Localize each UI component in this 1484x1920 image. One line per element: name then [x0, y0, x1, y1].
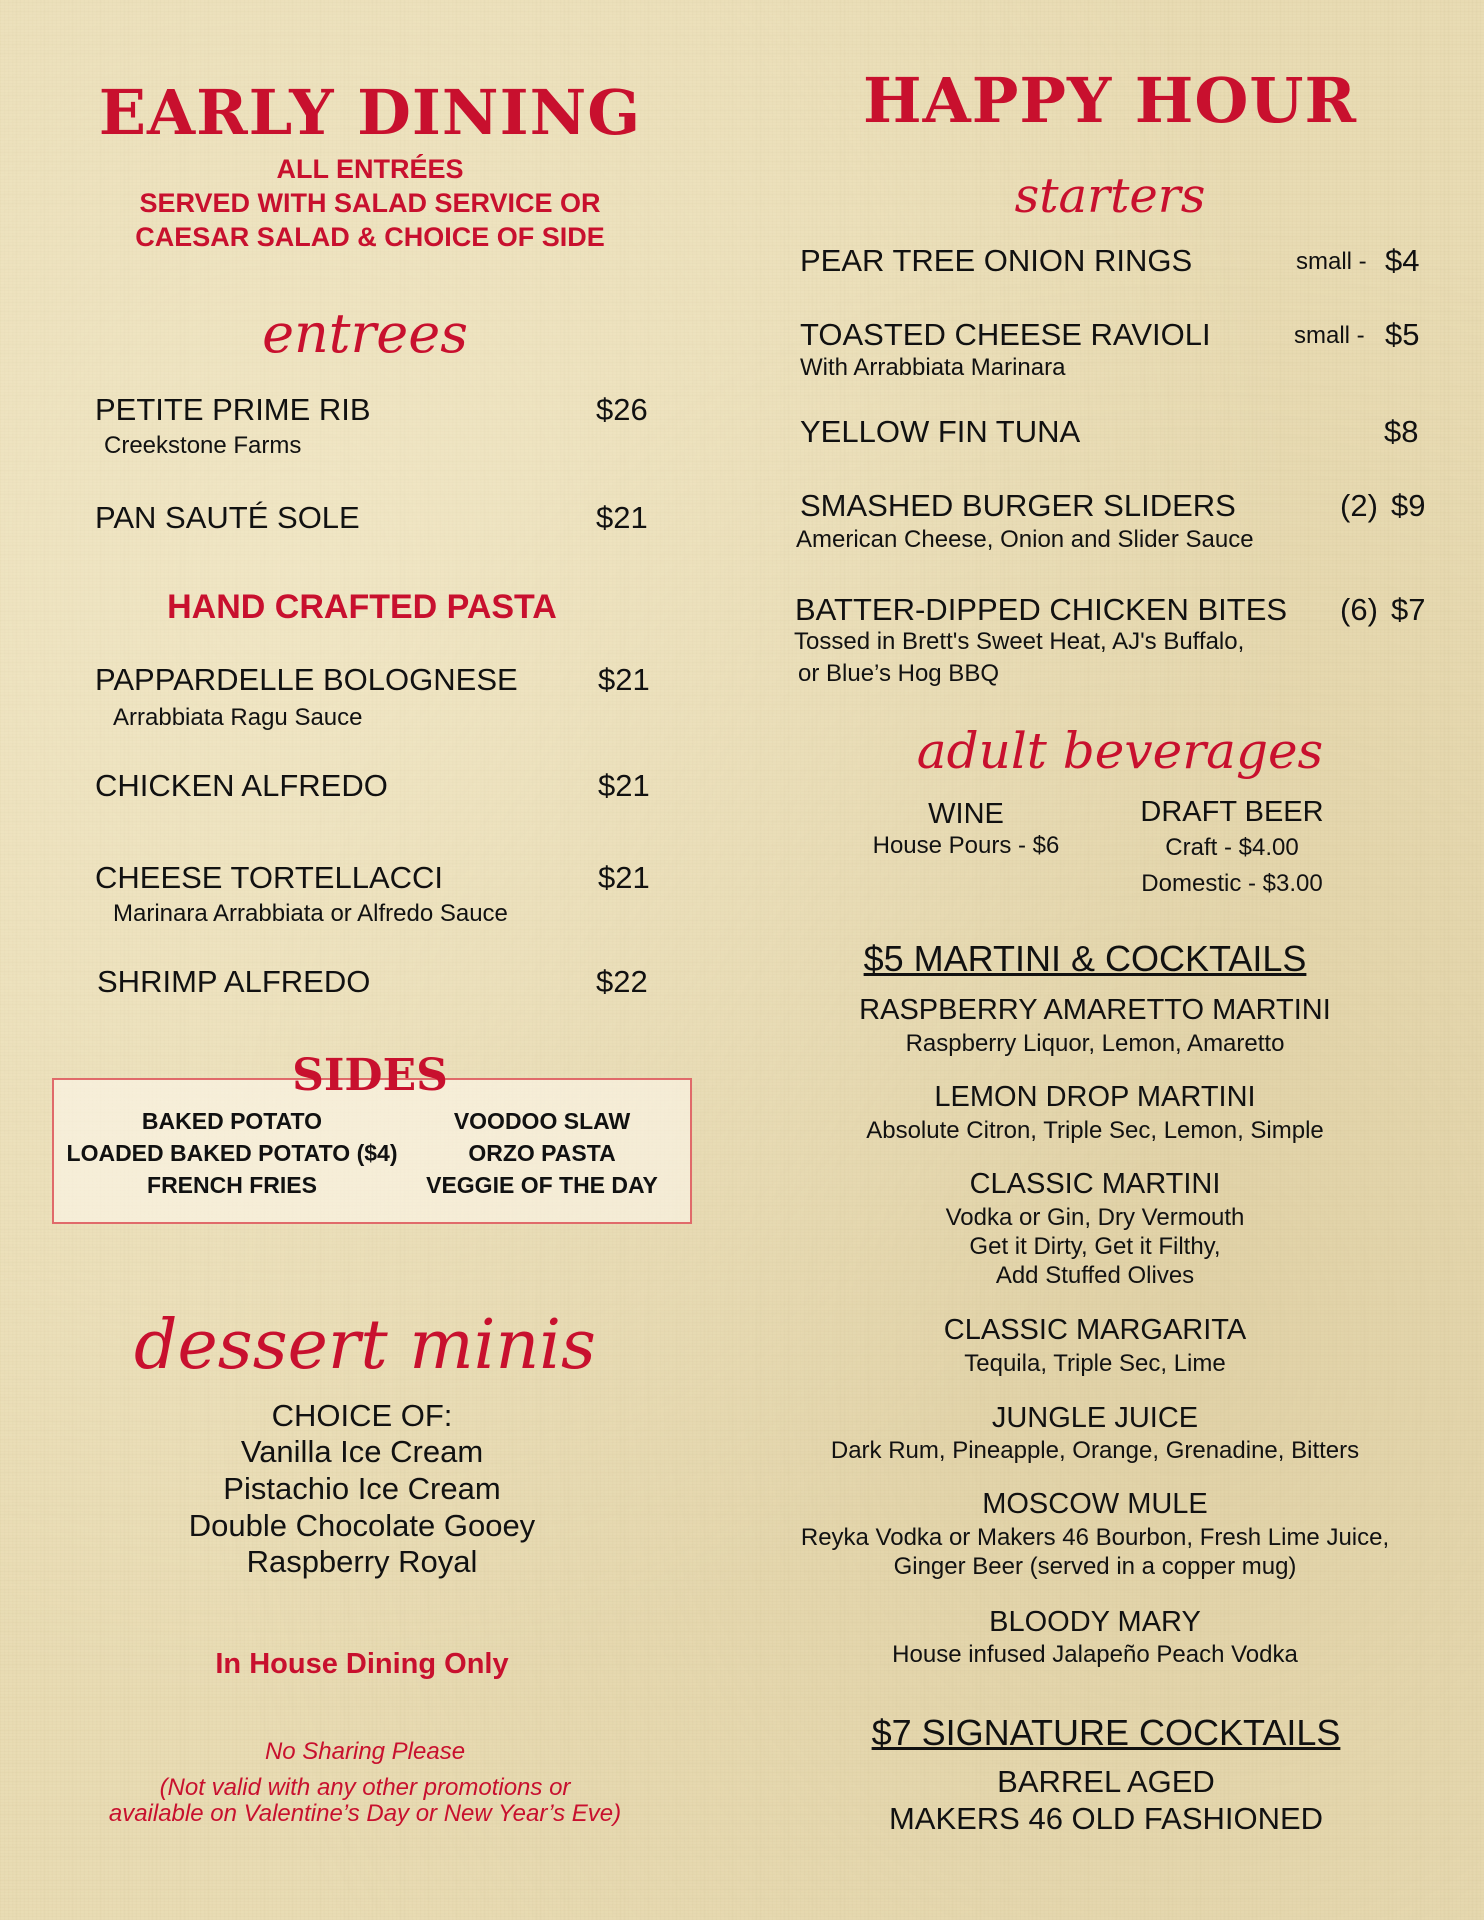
- cocktail-desc: Raspberry Liquor, Lemon, Amaretto: [905, 1030, 1285, 1057]
- early-dining-subtitle-3: CAESAR SALAD & CHOICE OF SIDE: [135, 222, 605, 252]
- dessert-item: Vanilla Ice Cream: [240, 1434, 484, 1469]
- in-house-note: In House Dining Only: [215, 1648, 509, 1680]
- happy-hour-title: HAPPY HOUR: [863, 64, 1357, 137]
- starter-name: TOASTED CHEESE RAVIOLI: [800, 317, 1211, 352]
- wine-label: WINE: [928, 798, 1004, 830]
- cocktail-desc: Vodka or Gin, Dry Vermouth: [945, 1204, 1245, 1231]
- cocktail-desc: Reyka Vodka or Makers 46 Bourbon, Fresh Lime Juice,: [800, 1524, 1390, 1551]
- cocktail-desc: Ginger Beer (served in a copper mug): [893, 1553, 1297, 1580]
- beer-detail: Craft - $4.00: [1165, 834, 1299, 861]
- early-dining-title: EARLY DINING: [98, 76, 642, 149]
- cocktail-name: LEMON DROP MARTINI: [934, 1081, 1256, 1113]
- starter-price: $8: [1384, 414, 1419, 449]
- sides-heading: SIDES: [292, 1050, 448, 1101]
- cocktail-name: CLASSIC MARGARITA: [943, 1314, 1247, 1346]
- pasta-price: $21: [598, 662, 650, 697]
- dessert-item: Double Chocolate Gooey: [188, 1508, 536, 1543]
- signature-item: BARREL AGED: [997, 1764, 1215, 1799]
- starter-size: (6): [1340, 592, 1378, 627]
- dessert-heading: dessert minis: [134, 1306, 596, 1385]
- cocktail-name: BLOODY MARY: [989, 1606, 1201, 1638]
- disclaimer-line: (Not valid with any other promotions or: [159, 1774, 571, 1801]
- entree-name: PETITE PRIME RIB: [95, 392, 371, 427]
- dessert-item: Pistachio Ice Cream: [223, 1471, 501, 1506]
- pasta-name: PAPPARDELLE BOLOGNESE: [95, 662, 518, 697]
- cocktail-desc: House infused Jalapeño Peach Vodka: [892, 1641, 1298, 1668]
- starters-heading: starters: [1014, 168, 1206, 224]
- starter-price: $7: [1391, 592, 1426, 627]
- starter-desc: or Blue’s Hog BBQ: [798, 660, 999, 687]
- cocktail-desc: Get it Dirty, Get it Filthy,: [969, 1233, 1221, 1260]
- starter-size: small -: [1294, 322, 1365, 349]
- no-sharing-note: No Sharing Please: [264, 1738, 466, 1765]
- starter-name: PEAR TREE ONION RINGS: [800, 243, 1193, 278]
- early-dining-subtitle-2: SERVED WITH SALAD SERVICE OR: [139, 188, 601, 218]
- dessert-choice-label: CHOICE OF:: [271, 1398, 453, 1433]
- entree-name: PAN SAUTÉ SOLE: [95, 500, 360, 535]
- pasta-price: $21: [598, 768, 650, 803]
- starter-desc: With Arrabbiata Marinara: [800, 354, 1066, 381]
- beer-label: DRAFT BEER: [1140, 796, 1324, 828]
- entrees-heading: entrees: [262, 302, 468, 365]
- early-dining-subtitle-1: ALL ENTRÉES: [276, 154, 464, 184]
- pasta-name: CHICKEN ALFREDO: [95, 768, 388, 803]
- pasta-heading: HAND CRAFTED PASTA: [167, 588, 557, 626]
- cocktail-desc: Tequila, Triple Sec, Lime: [964, 1350, 1226, 1377]
- entree-price: $21: [596, 500, 648, 535]
- cocktail-name: RASPBERRY AMARETTO MARTINI: [859, 994, 1331, 1026]
- starter-desc: Tossed in Brett's Sweet Heat, AJ's Buffalo,: [794, 628, 1245, 655]
- entree-price: $26: [596, 392, 648, 427]
- cocktail-desc: Dark Rum, Pineapple, Orange, Grenadine, Bitters: [830, 1437, 1360, 1464]
- pasta-name: SHRIMP ALFREDO: [97, 964, 371, 999]
- pasta-price: $21: [598, 860, 650, 895]
- dessert-item: Raspberry Royal: [246, 1544, 478, 1579]
- beverages-heading: adult beverages: [916, 722, 1324, 780]
- side-item: BAKED POTATO: [141, 1108, 323, 1134]
- wine-detail: House Pours - $6: [872, 832, 1060, 859]
- starter-price: $4: [1385, 243, 1420, 278]
- entree-desc: Creekstone Farms: [104, 432, 302, 459]
- side-item: VEGGIE OF THE DAY: [426, 1172, 658, 1198]
- cocktail-name: JUNGLE JUICE: [991, 1402, 1199, 1434]
- cocktails-heading: $5 MARTINI & COCKTAILS: [863, 938, 1307, 979]
- starter-price: $9: [1391, 488, 1426, 523]
- starter-name: YELLOW FIN TUNA: [800, 414, 1081, 449]
- starter-size: small -: [1296, 248, 1367, 275]
- pasta-name: CHEESE TORTELLACCI: [95, 860, 444, 895]
- pasta-desc: Arrabbiata Ragu Sauce: [113, 704, 363, 731]
- starter-price: $5: [1385, 317, 1420, 352]
- side-item: FRENCH FRIES: [147, 1172, 317, 1198]
- starter-name: SMASHED BURGER SLIDERS: [800, 488, 1236, 523]
- pasta-price: $22: [596, 964, 648, 999]
- signature-heading: $7 SIGNATURE COCKTAILS: [871, 1712, 1341, 1753]
- side-item: LOADED BAKED POTATO ($4): [66, 1140, 398, 1166]
- disclaimer-line: available on Valentine’s Day or New Year’s Eve): [108, 1800, 622, 1827]
- signature-item: MAKERS 46 OLD FASHIONED: [888, 1801, 1324, 1836]
- cocktail-name: CLASSIC MARTINI: [969, 1168, 1221, 1200]
- cocktail-desc: Add Stuffed Olives: [995, 1262, 1195, 1289]
- starter-size: (2): [1340, 488, 1378, 523]
- side-item: ORZO PASTA: [468, 1140, 616, 1166]
- pasta-desc: Marinara Arrabbiata or Alfredo Sauce: [113, 900, 508, 927]
- cocktail-desc: Absolute Citron, Triple Sec, Lemon, Simple: [866, 1117, 1324, 1144]
- starter-name: BATTER-DIPPED CHICKEN BITES: [795, 592, 1288, 627]
- cocktail-name: MOSCOW MULE: [982, 1488, 1208, 1520]
- starter-desc: American Cheese, Onion and Slider Sauce: [796, 526, 1254, 553]
- beer-detail: Domestic - $3.00: [1141, 870, 1323, 897]
- side-item: VOODOO SLAW: [453, 1108, 631, 1134]
